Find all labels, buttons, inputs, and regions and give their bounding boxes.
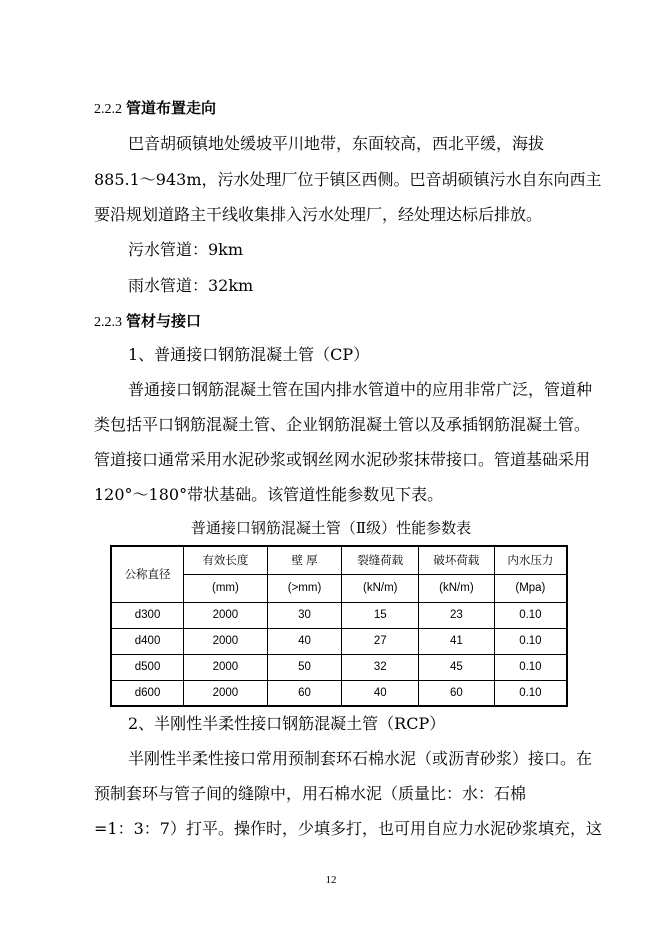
- header-crack-unit: (kN/m): [342, 574, 419, 602]
- cell-crack-load: 40: [342, 680, 419, 706]
- paragraph-line: 普通接口钢筋混凝土管在国内排水管道中的应用非常广泛，管道种: [128, 380, 593, 399]
- header-length: 有效长度: [184, 546, 268, 574]
- table-row: [111, 628, 567, 654]
- section-title: 管材与接口: [126, 312, 202, 330]
- section-number: 2.2.3: [94, 315, 122, 330]
- cell-break-load: 23: [419, 602, 495, 628]
- table-row: [111, 654, 567, 680]
- cell-pressure: 0.10: [494, 602, 567, 628]
- header-length-unit: (mm): [184, 574, 268, 602]
- paragraph-line: 类包括平口钢筋混凝土管、企业钢筋混凝土管以及承插钢筋混凝土管。: [94, 415, 591, 434]
- cell-diameter: d600: [111, 680, 184, 706]
- section-heading-2-2-2: [94, 98, 216, 120]
- header-pressure: 内水压力: [494, 546, 567, 574]
- cell-crack-load: 27: [342, 628, 419, 654]
- cell-diameter: d500: [111, 654, 184, 680]
- cell-wall: 30: [267, 602, 342, 628]
- item-title-rcp: 2、半刚性半柔性接口钢筋混凝土管（RCP）: [128, 714, 446, 733]
- cell-diameter: d300: [111, 602, 184, 628]
- cell-pressure: 0.10: [494, 628, 567, 654]
- table-caption: 普通接口钢筋混凝土管（Ⅱ级）性能参数表: [190, 519, 472, 537]
- header-crack-load: 裂缝荷载: [342, 546, 419, 574]
- cell-length: 2000: [184, 654, 268, 680]
- paragraph-line: 120°～180°带状基础。该管道性能参数见下表。: [94, 485, 444, 504]
- paragraph-line: 巴音胡硕镇地处缓坡平川地带，东面较高，西北平缓，海拔: [128, 134, 545, 153]
- paragraph-line: 管道接口通常采用水泥砂浆或钢丝网水泥砂浆抹带接口。管道基础采用: [94, 450, 591, 469]
- section-title: 管道布置走向: [126, 99, 217, 117]
- cell-wall: 50: [267, 654, 342, 680]
- rain-pipe-length: 雨水管道：32km: [128, 276, 254, 295]
- cell-wall: 60: [267, 680, 342, 706]
- cell-break-load: 60: [419, 680, 495, 706]
- section-number: 2.2.2: [94, 102, 122, 117]
- header-break-load: 破坏荷载: [419, 546, 495, 574]
- cell-crack-load: 32: [342, 654, 419, 680]
- cell-pressure: 0.10: [494, 654, 567, 680]
- cell-break-load: 41: [419, 628, 495, 654]
- section-heading-2-2-3: [94, 311, 201, 333]
- cell-length: 2000: [184, 628, 268, 654]
- item-title-cp: 1、普通接口钢筋混凝土管（CP）: [128, 345, 370, 364]
- header-wall-unit: (>mm): [267, 574, 342, 602]
- cell-length: 2000: [184, 602, 268, 628]
- header-pressure-unit: (Mpa): [494, 574, 567, 602]
- performance-table: [110, 545, 568, 707]
- cell-crack-load: 15: [342, 602, 419, 628]
- header-diameter: 公称直径: [111, 546, 184, 602]
- paragraph-line: 885.1～943m，污水处理厂位于镇区西侧。巴音胡硕镇污水自东向西主: [94, 170, 602, 189]
- cell-length: 2000: [184, 680, 268, 706]
- cell-wall: 40: [267, 628, 342, 654]
- paragraph-line: 要沿规划道路主干线收集排入污水处理厂，经处理达标后排放。: [94, 205, 543, 224]
- table-row: [111, 602, 567, 628]
- header-break-unit: (kN/m): [419, 574, 495, 602]
- page-number: 12: [325, 874, 337, 886]
- table-row: [111, 680, 567, 706]
- header-wall: 壁 厚: [267, 546, 342, 574]
- paragraph-line: =1：3：7）打平。操作时，少填多打，也可用自应力水泥砂浆填充，这: [94, 819, 602, 838]
- cell-break-load: 45: [419, 654, 495, 680]
- paragraph-line: 预制套环与管子间的缝隙中，用石棉水泥（质量比：水：石棉: [94, 784, 527, 803]
- paragraph-line: 半刚性半柔性接口常用预制套环石棉水泥（或沥青砂浆）接口。在: [128, 749, 593, 768]
- sewage-pipe-length: 污水管道：9km: [128, 240, 244, 259]
- cell-pressure: 0.10: [494, 680, 567, 706]
- cell-diameter: d400: [111, 628, 184, 654]
